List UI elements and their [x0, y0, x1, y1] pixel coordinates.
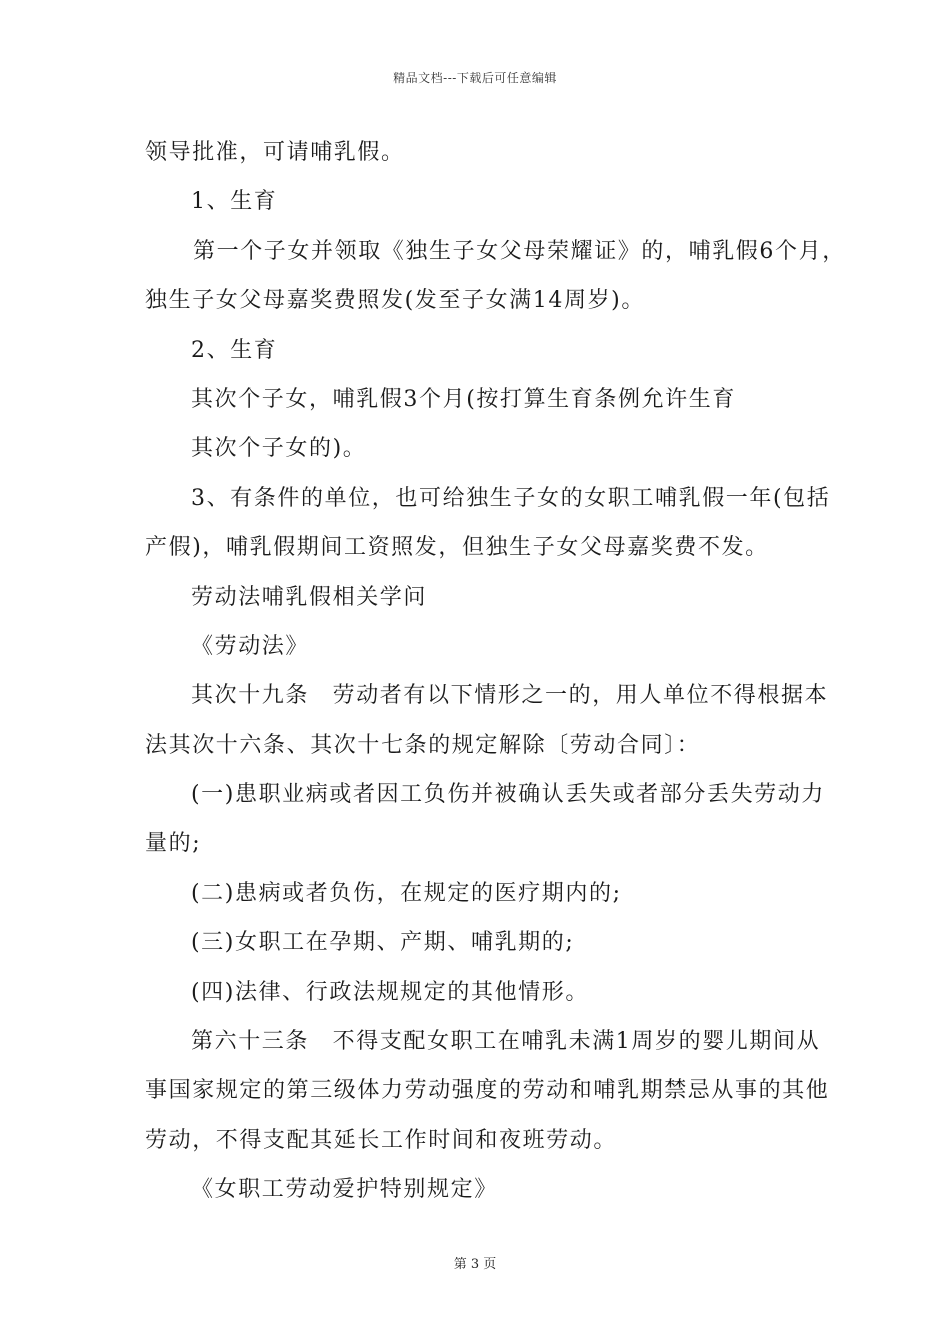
- text-line: (三)女职工在孕期、产期、哺乳期的;: [191, 930, 575, 956]
- page-number: 第 3 页: [453, 1257, 497, 1272]
- text-line: (一)患职业病或者因工负伤并被确认丢失或者部分丢失劳动力: [191, 782, 825, 808]
- text-line: 产假)，哺乳假期间工资照发，但独生子女父母嘉奖费不发。: [145, 535, 769, 561]
- text-line: 劳动，不得支配其延长工作时间和夜班劳动。: [145, 1127, 618, 1153]
- text-line: 第一个子女并领取《独生子女父母荣耀证》的，哺乳假6个月，: [193, 238, 846, 264]
- text-line: 《劳动法》: [191, 633, 310, 659]
- text-line: (四)法律、行政法规规定的其他情形。: [191, 979, 589, 1005]
- text-line: 其次十九条 劳动者有以下情形之一的，用人单位不得根据本: [191, 683, 829, 709]
- text-line: 1、生育: [191, 189, 278, 215]
- text-line: 2、生育: [191, 337, 278, 363]
- text-line: 量的;: [145, 831, 202, 857]
- document-body: [145, 128, 846, 1215]
- text-line: 3、有条件的单位，也可给独生子女的女职工哺乳假一年(包括: [191, 485, 831, 511]
- text-line: 其次个子女的)。: [191, 436, 367, 462]
- text-line: 《女职工劳动爱护特别规定》: [191, 1177, 498, 1203]
- text-line: 法其次十六条、其次十七条的规定解除〔劳动合同〕：: [145, 732, 701, 758]
- text-line: 其次个子女，哺乳假3个月(按打算生育条例允许生育: [191, 386, 736, 412]
- text-line: 领导批准，可请哺乳假。: [145, 140, 405, 165]
- text-line: (二)患病或者负伤，在规定的医疗期内的;: [191, 880, 622, 906]
- page-header: 精品文档---下载后可任意编辑: [393, 71, 557, 85]
- text-line: 第六十三条 不得支配女职工在哺乳未满1周岁的婴儿期间从: [191, 1029, 821, 1055]
- text-line: 事国家规定的第三级体力劳动强度的劳动和哺乳期禁忌从事的其他: [145, 1078, 830, 1104]
- text-line: 独生子女父母嘉奖费照发(发至子女满14周岁)。: [145, 288, 645, 314]
- text-line: 劳动法哺乳假相关学问: [191, 584, 428, 610]
